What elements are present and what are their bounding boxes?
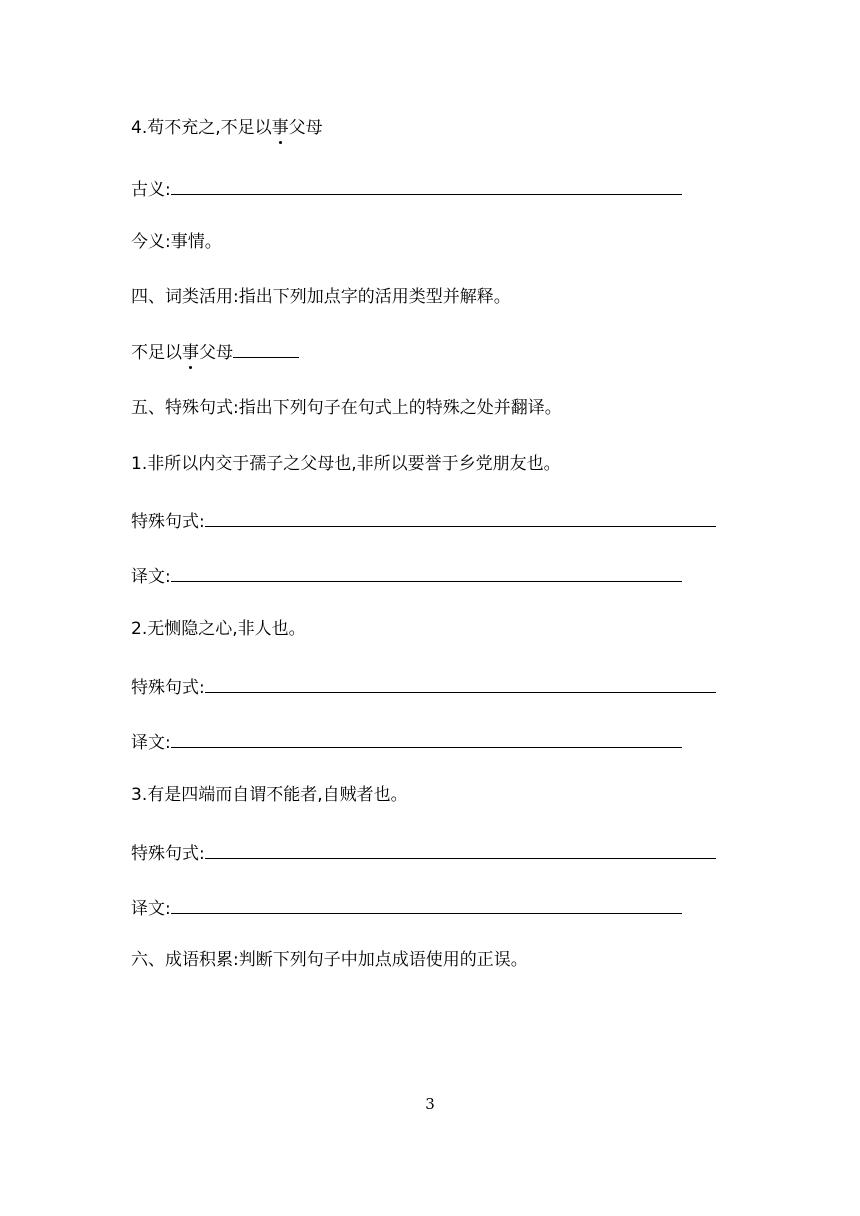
translation-label: 译文: [131,733,171,753]
gu-yi-label: 古义: [131,180,171,200]
q2-translation-row [131,729,682,755]
q1-translation-blank[interactable] [171,563,682,582]
q2-pattern-blank[interactable] [205,674,716,693]
q2-translation-blank[interactable] [171,729,682,748]
dotted-character: 事 [271,118,289,138]
dotted-character: 事 [182,343,199,363]
jin-yi-text: 今义:事情。 [131,232,222,252]
section-5-question-1: 1.非所以内交于孺子之父母也,非所以要誉于乡党朋友也。 [131,454,561,474]
q3-translation-row [131,895,682,921]
pattern-label: 特殊句式: [131,844,205,864]
section-5-question-2: 2.无恻隐之心,非人也。 [131,619,306,639]
section-6-heading: 六、成语积累:判断下列句子中加点成语使用的正误。 [131,950,528,970]
page-number: 3 [425,1095,435,1113]
pattern-label: 特殊句式: [131,512,205,532]
question-4-text-before: 4.苟不充之,不足以 [131,118,272,138]
translation-label: 译文: [131,567,171,587]
section-5-question-3: 3.有是四端而自谓不能者,自贼者也。 [131,785,408,805]
section-4-item [131,339,299,365]
q3-pattern-blank[interactable] [205,840,716,859]
q1-pattern-row [131,508,716,534]
q3-translation-blank[interactable] [171,895,682,914]
gu-yi-answer-blank[interactable] [171,176,682,195]
section-4-heading: 四、词类活用:指出下列加点字的活用类型并解释。 [131,287,511,307]
translation-label: 译文: [131,899,171,919]
section-4-item-text-after: 父母 [199,343,233,363]
q1-pattern-blank[interactable] [205,508,716,527]
q1-translation-row [131,563,682,589]
section-4-answer-blank[interactable] [233,339,299,358]
question-4-text-after: 父母 [288,118,323,138]
gu-yi-row [131,176,682,202]
section-4-item-text-before: 不足以 [131,343,182,363]
q2-pattern-row [131,674,716,700]
q3-pattern-row [131,840,716,866]
question-4 [131,116,323,140]
section-5-heading: 五、特殊句式:指出下列句子在句式上的特殊之处并翻译。 [131,398,562,418]
pattern-label: 特殊句式: [131,678,205,698]
